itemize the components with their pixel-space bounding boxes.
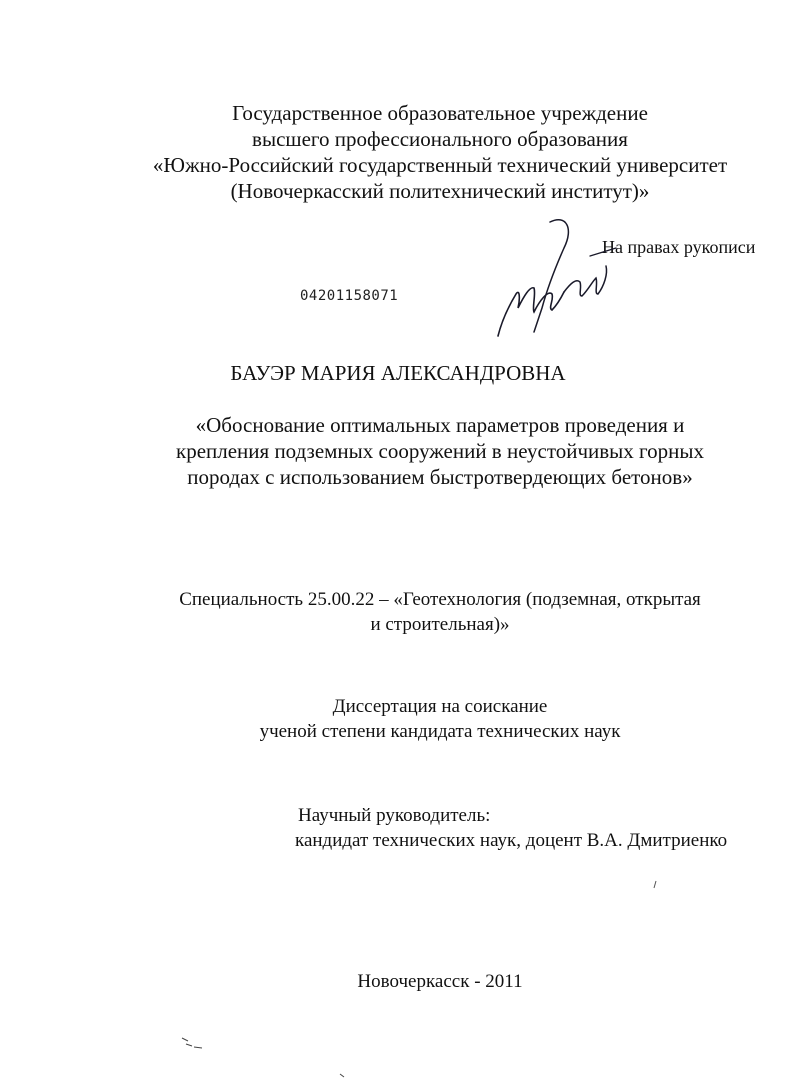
dissertation-title — [42, 412, 796, 490]
scan-mark — [652, 880, 658, 890]
title-line: породах с использованием быстротвердеющих бетонов» — [187, 465, 693, 489]
title-line: «Обоснование оптимальных параметров проведения и — [195, 413, 685, 437]
city-year-text: Новочеркасск - 2011 — [357, 971, 523, 992]
institution-line: (Новочеркасский политехнический институт)» — [230, 179, 650, 203]
degree-line: Диссертация на соискание — [332, 696, 548, 717]
manuscript-note: На правах рукописи — [602, 237, 756, 257]
institution-line: высшего профессионального образования — [252, 127, 628, 151]
degree-statement — [42, 694, 796, 744]
catalog-number: 04201158071 — [300, 288, 399, 304]
degree-line: ученой степени кандидата технических наук — [259, 721, 621, 742]
author-name-text: БАУЭР МАРИЯ АЛЕКСАНДРОВНА — [230, 361, 566, 385]
handwritten-signature — [490, 208, 620, 348]
scan-mark — [180, 1036, 204, 1050]
institution-header — [42, 100, 796, 204]
advisor-label: Научный руководитель: — [298, 805, 491, 826]
city-year — [42, 969, 796, 994]
scan-mark — [338, 1072, 346, 1080]
author-name — [0, 360, 796, 386]
title-line: крепления подземных сооружений в неустойчивых горных — [176, 439, 704, 463]
advisor-block — [295, 803, 728, 853]
institution-line: Государственное образовательное учреждение — [232, 101, 648, 125]
advisor-name: кандидат технических наук, доцент В.А. Дмитриенко — [295, 830, 728, 851]
institution-line: «Южно-Российский государственный технический университет — [152, 153, 728, 177]
specialty-line: Специальность 25.00.22 – «Геотехнология (подземная, открытая — [179, 589, 701, 610]
specialty — [42, 587, 796, 637]
specialty-line: и строительная)» — [370, 614, 510, 635]
